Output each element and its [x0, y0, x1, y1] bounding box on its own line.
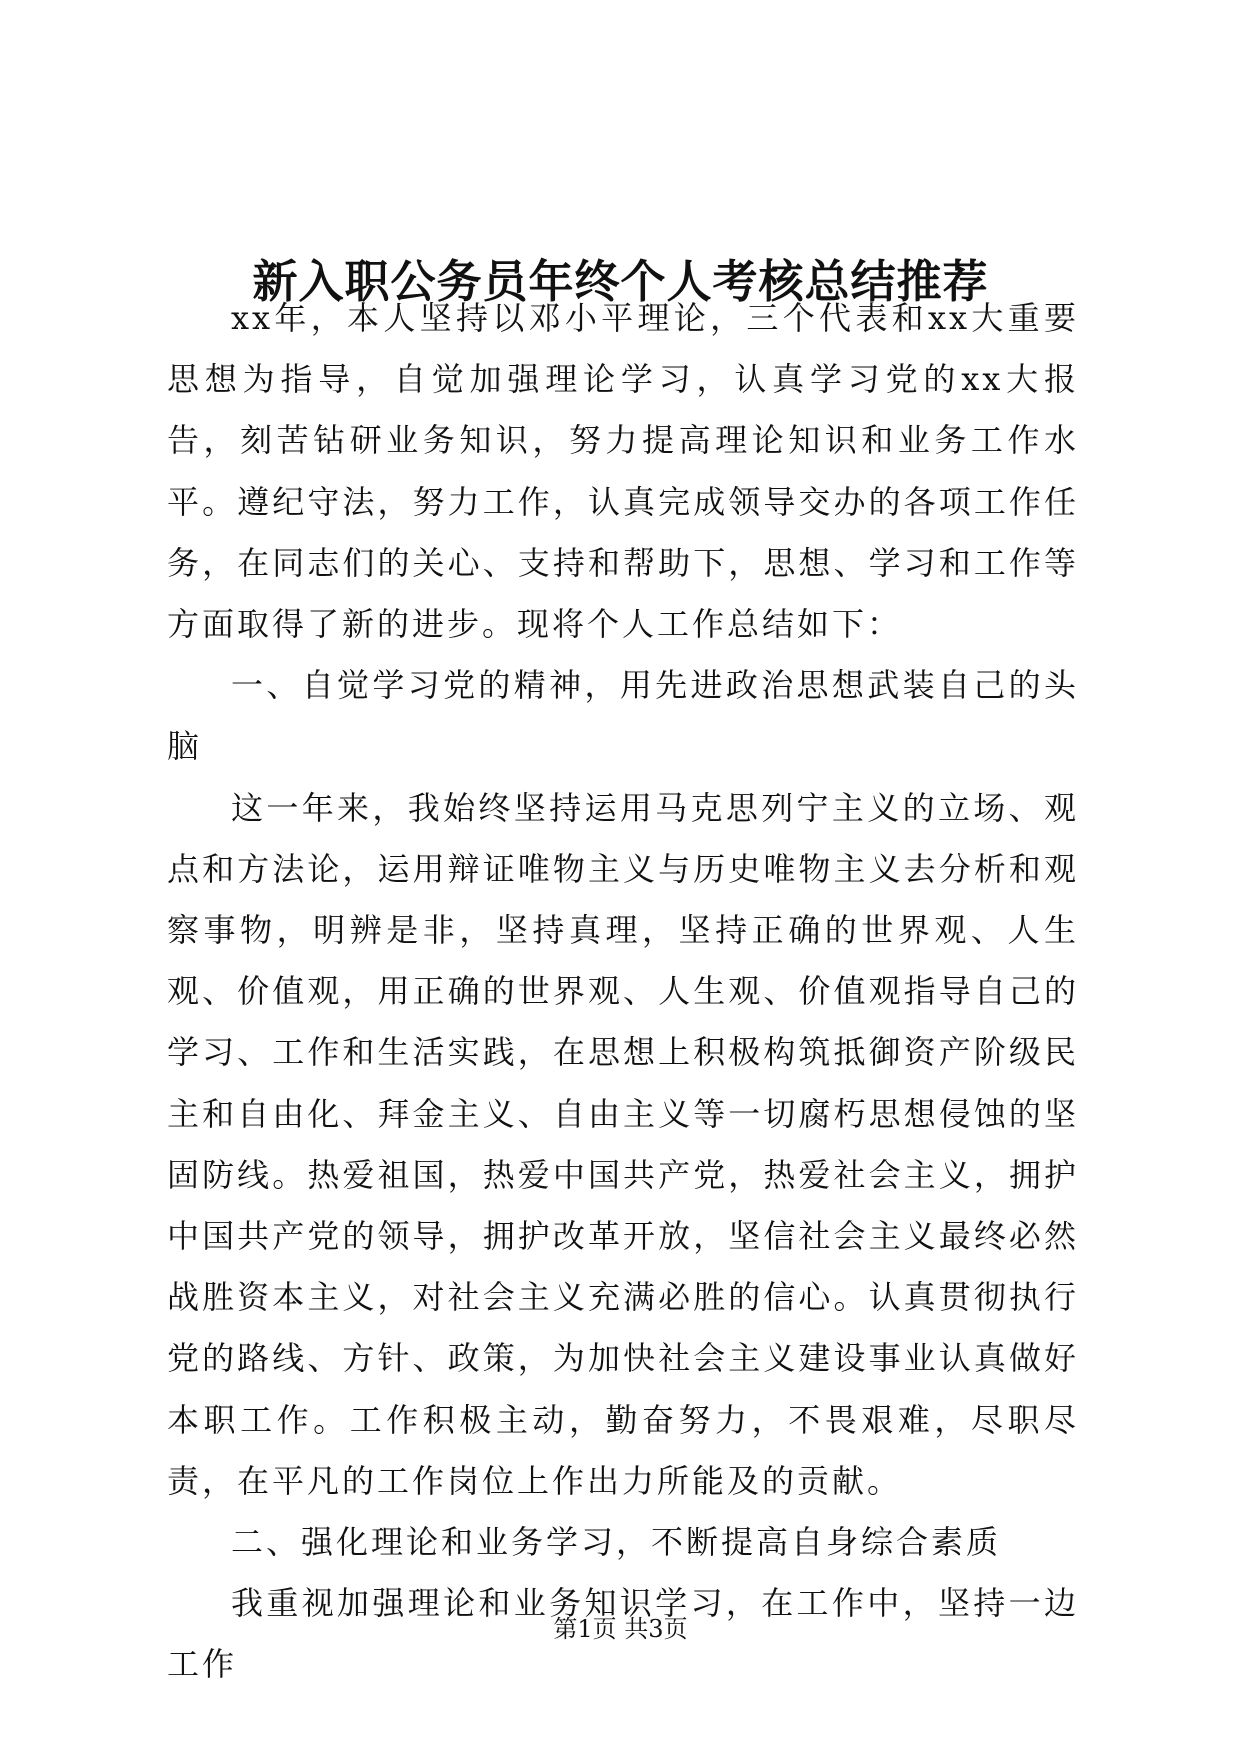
- paragraph-section-1: 这一年来，我始终坚持运用马克思列宁主义的立场、观点和方法论，运用辩证唯物主义与历史唯物主义去分析和观察事物，明辨是非，坚持真理，坚持正确的世界观、人生观、价值观，用正确的世界观、人生观、价值观指导自己的学习、工作和生活实践，在思想上积极构筑抵御资产阶级民主和自由化、拜金主义、自由主义等一切腐朽思想侵蚀的坚固防线。热爱祖国，热爱中国共产党，热爱社会主义，拥护中国共产党的领导，拥护改革开放，坚信社会主义最终必然战胜资本主义，对社会主义充满必胜的信心。认真贯彻执行党的路线、方针、政策，为加快社会主义建设事业认真做好本职工作。工作积极主动，勤奋努力，不畏艰难，尽职尽责，在平凡的工作岗位上作出力所能及的贡献。: [167, 788, 1079, 1500]
- paragraph-section-2: 我重视加强理论和业务知识学习，在工作中，坚持一边工作: [167, 1584, 1079, 1684]
- page-title: 新入职公务员年终个人考核总结推荐: [252, 255, 989, 309]
- document-body: [167, 288, 1079, 1696]
- paragraph-intro: xx年，本人坚持以邓小平理论，三个代表和xx大重要思想为指导，自觉加强理论学习，认真学习党的xx大报告，刻苦钻研业务知识，努力提高理论知识和业务工作水平。遵纪守法，努力工作，认真完成领导交办的各项工作任务，在同志们的关心、支持和帮助下，思想、学习和工作等方面取得了新的进步。现将个人工作总结如下：: [167, 299, 1079, 644]
- section-heading-1: 一、自觉学习党的精神，用先进政治思想武装自己的头脑: [167, 666, 1079, 766]
- page-number-footer: 第1页 共3页: [553, 1615, 688, 1643]
- section-heading-2: 二、强化理论和业务学习，不断提高自身综合素质: [231, 1523, 1002, 1562]
